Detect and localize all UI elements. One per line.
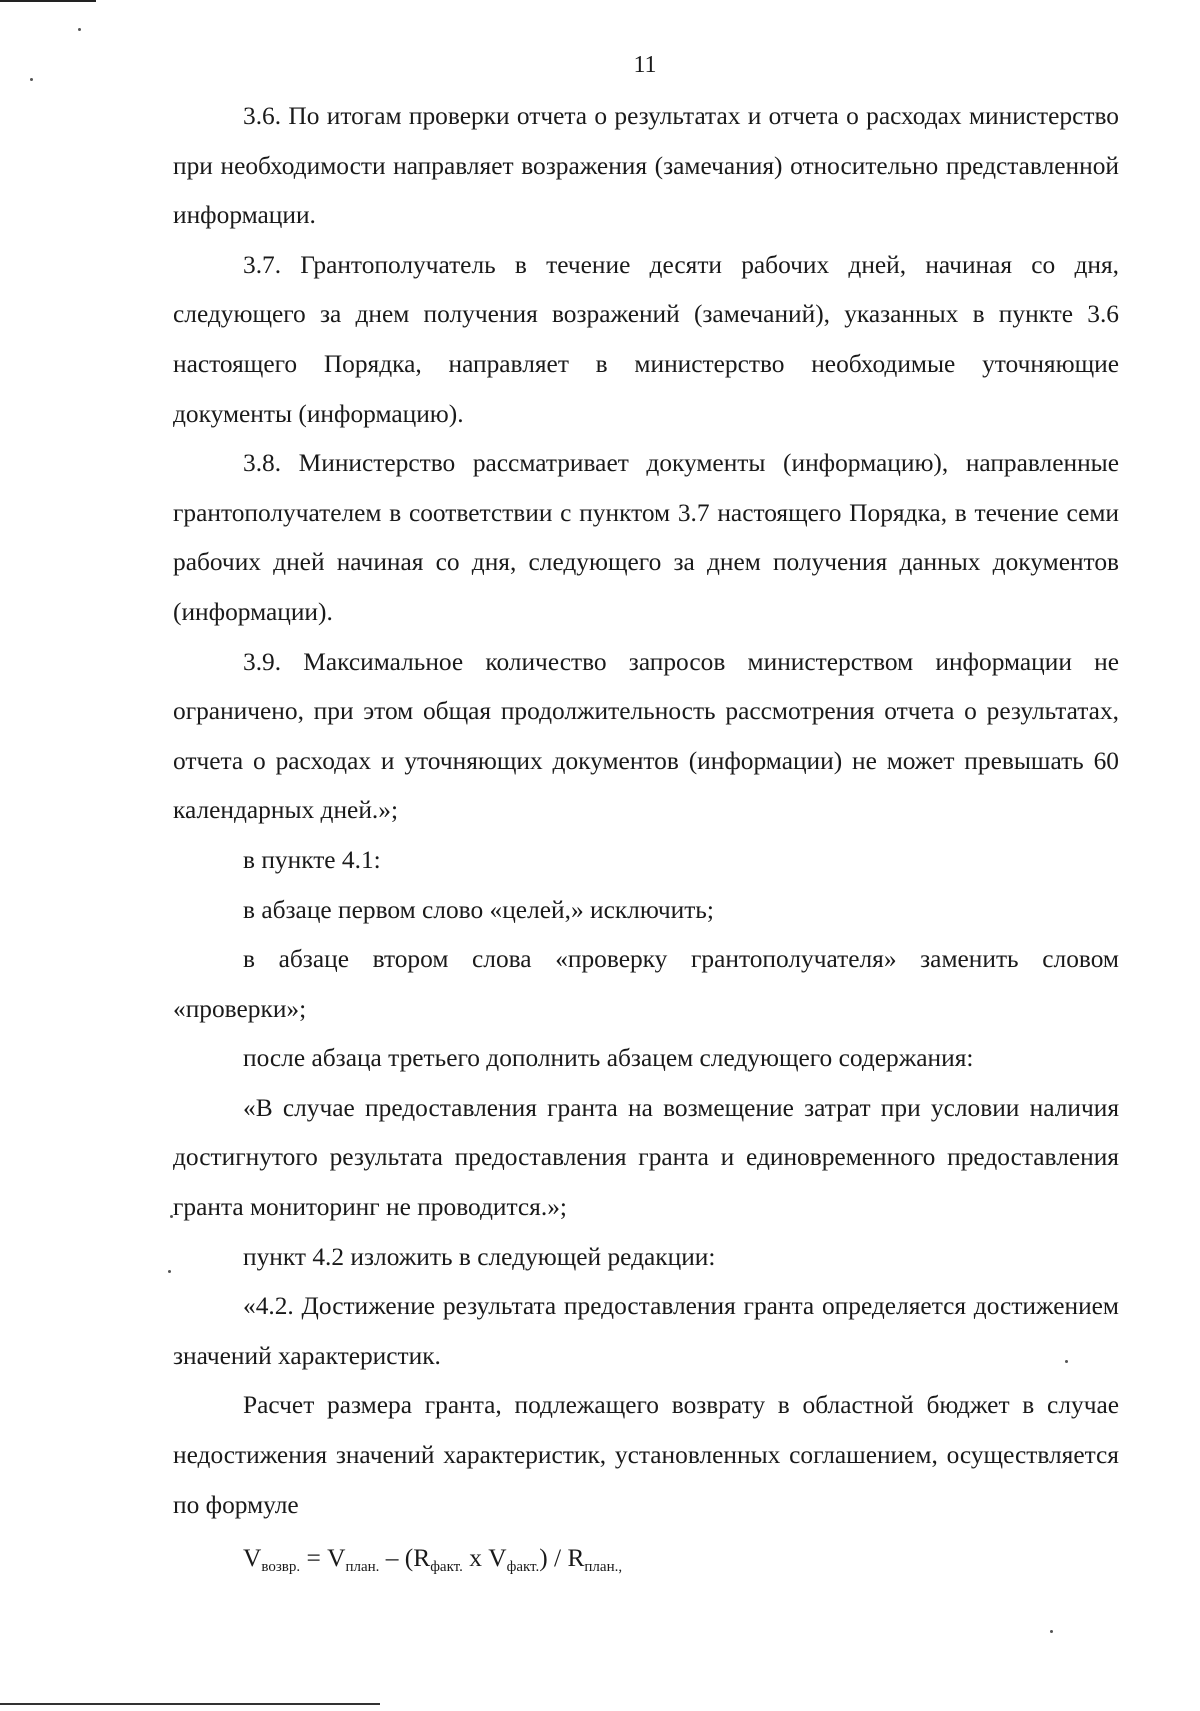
scan-speck [1050,1630,1053,1633]
paragraph-3-8: 3.8. Министерство рассматривает документы (информацию), направленные грантополучателем в соответствии с пунктом 3.7 настоящего Порядка, в течение семи рабочих дней начиная со дня, следующего за днем получения данных документов (информации). [173,449,1119,626]
top-edge-rule [0,0,96,2]
paragraph-3-6: 3.6. По итогам проверки отчета о результатах и отчета о расходах министерство при необходимости направляет возражения (замечания) относительно представленной информации. [173,102,1119,230]
scan-speck [78,28,81,31]
paragraph-after-third: после абзаца третьего дополнить абзацем следующего содержания: [243,1044,974,1073]
formula-r-fact: R [413,1544,431,1573]
page-number: 11 [633,52,657,78]
paragraph-item-4-1: в пункте 4.1: [243,845,381,874]
paragraph-3-9: 3.9. Максимальное количество запросов министерством информации не ограничено, при этом общая продолжительность рассмотрения отчета о результатах, отчета о расходах и уточняющих документов (информации) не может превышать 60 календарных дней.»; [173,647,1119,825]
formula-r-plan: R [567,1544,585,1573]
formula-sub-r-fact: факт. [430,1559,463,1576]
formula [173,1534,1119,1584]
formula-v-plan: V [327,1544,346,1573]
formula-v-fact: V [488,1544,507,1573]
paragraph-3-7: 3.7. Грантополучатель в течение десяти рабочих дней, начиная со дня, следующего за днем получения возражений (замечаний), указанных в пункте 3.6 настоящего Порядка, направляет в министерство необходимые уточняющие документы (информацию). [173,250,1119,428]
formula-equals: = [300,1544,328,1573]
document-body [173,92,1119,1584]
formula-sub-v-fact: факт. [506,1559,540,1576]
paragraph-4-2-text: «4.2. Достижение результата предоставления гранта определяется достижением значений характеристик. [173,1292,1119,1370]
paragraph-calculation: Расчет размера гранта, подлежащего возврату в областной бюджет в случае недостижения значений характеристик, установленных соглашением, осуществляется по формуле [173,1391,1119,1519]
scan-speck [168,1270,171,1273]
formula-close-divide: ) / [539,1544,568,1573]
formula-v-return: V [243,1544,262,1573]
formula-minus-open: – ( [379,1544,414,1573]
formula-times: х [462,1544,489,1573]
formula-sub-plan: план. [345,1559,380,1576]
paragraph-quote-monitoring: «В случае предоставления гранта на возмещение затрат при условии наличия достигнутого результата предоставления гранта и единовременного предоставления гранта мониторинг не проводится.»; [173,1093,1119,1222]
formula-sub-return: возвр. [261,1559,301,1576]
formula-sub-r-plan: план., [584,1559,623,1576]
paragraph-first-abzac: в абзаце первом слово «целей,» исключить; [243,895,714,924]
paragraph-item-4-2: пункт 4.2 изложить в следующей редакции: [243,1242,716,1271]
paragraph-second-abzac: в абзаце втором слова «проверку грантополучателя» заменить словом «проверки»; [173,945,1119,1023]
bottom-edge-rule [0,1703,380,1705]
